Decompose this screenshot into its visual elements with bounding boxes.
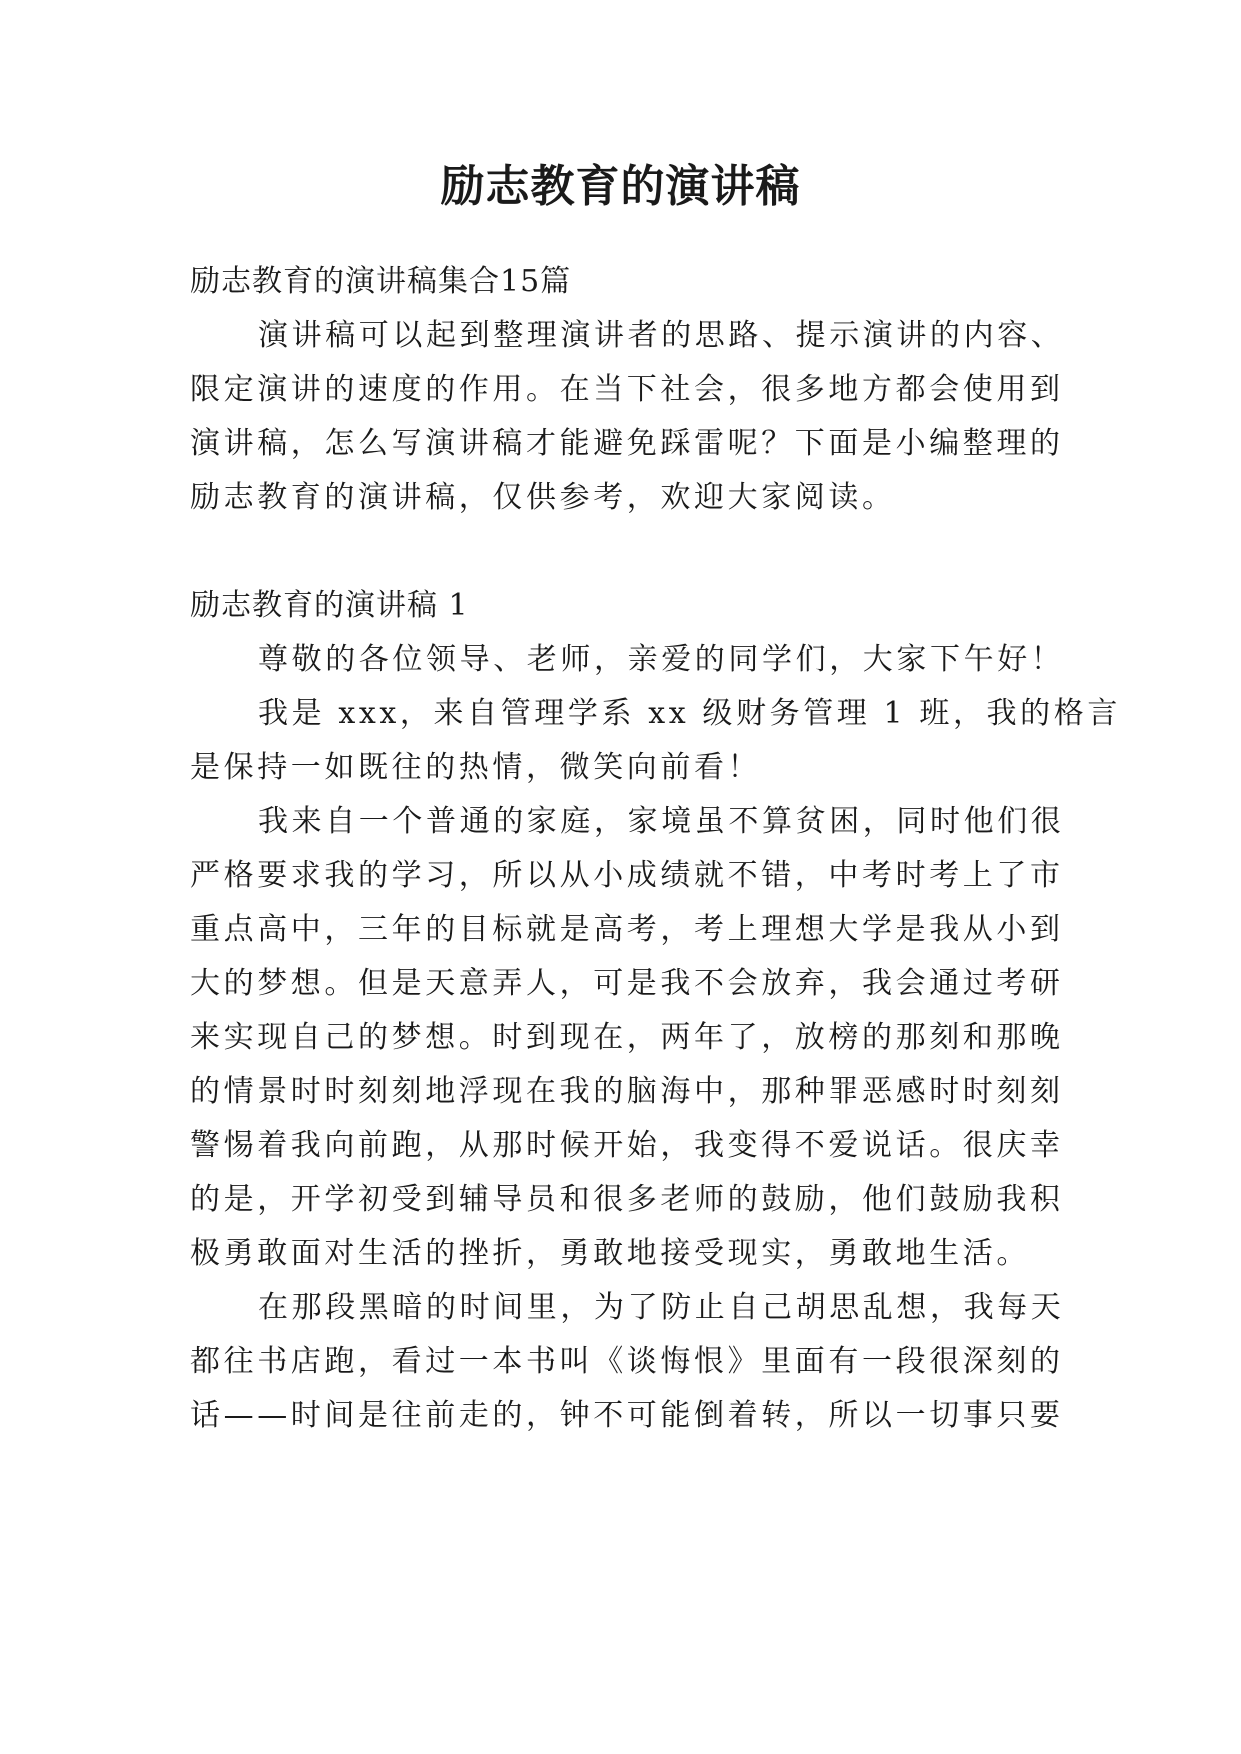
intro-line: 演讲稿可以起到整理演讲者的思路、提示演讲的内容、 [258, 318, 1065, 353]
intro-line: 励志教育的演讲稿，仅供参考，欢迎大家阅读。 [190, 480, 896, 515]
paragraph-line: 警惕着我向前跑，从那时候开始，我变得不爱说话。很庆幸 [190, 1128, 1064, 1163]
document-title: 励志教育的演讲稿 [440, 161, 801, 212]
paragraph-line: 我是 xxx，来自管理学系 xx 级财务管理 1 班，我的格言 [258, 696, 1121, 731]
paragraph-line: 来实现自己的梦想。时到现在，两年了，放榜的那刻和那晚 [190, 1020, 1064, 1055]
paragraph-line: 严格要求我的学习，所以从小成绩就不错，中考时考上了市 [190, 858, 1064, 893]
paragraph-line: 话——时间是往前走的，钟不可能倒着转，所以一切事只要 [190, 1398, 1064, 1433]
paragraph-line: 重点高中，三年的目标就是高考，考上理想大学是我从小到 [190, 912, 1064, 947]
paragraph-line: 都往书店跑，看过一本书叫《谈悔恨》里面有一段很深刻的 [190, 1344, 1064, 1379]
greeting-line: 尊敬的各位领导、老师，亲爱的同学们，大家下午好！ [258, 642, 1065, 677]
intro-line: 演讲稿，怎么写演讲稿才能避免踩雷呢？下面是小编整理的 [190, 426, 1064, 461]
intro-line: 限定演讲的速度的作用。在当下社会，很多地方都会使用到 [190, 372, 1064, 407]
paragraph-line: 的情景时时刻刻地浮现在我的脑海中，那种罪恶感时时刻刻 [190, 1074, 1064, 1109]
paragraph-line: 是保持一如既往的热情，微笑向前看！ [190, 750, 762, 785]
paragraph-line: 大的梦想。但是天意弄人，可是我不会放弃，我会通过考研 [190, 966, 1064, 1001]
paragraph-line: 我来自一个普通的家庭，家境虽不算贫困，同时他们很 [258, 804, 1065, 839]
section-heading: 励志教育的演讲稿 1 [190, 588, 469, 623]
document-subtitle: 励志教育的演讲稿集合15篇 [190, 264, 572, 299]
paragraph-line: 的是，开学初受到辅导员和很多老师的鼓励，他们鼓励我积 [190, 1182, 1064, 1217]
paragraph-line: 极勇敢面对生活的挫折，勇敢地接受现实，勇敢地生活。 [190, 1236, 1030, 1271]
paragraph-line: 在那段黑暗的时间里，为了防止自己胡思乱想，我每天 [258, 1290, 1065, 1325]
